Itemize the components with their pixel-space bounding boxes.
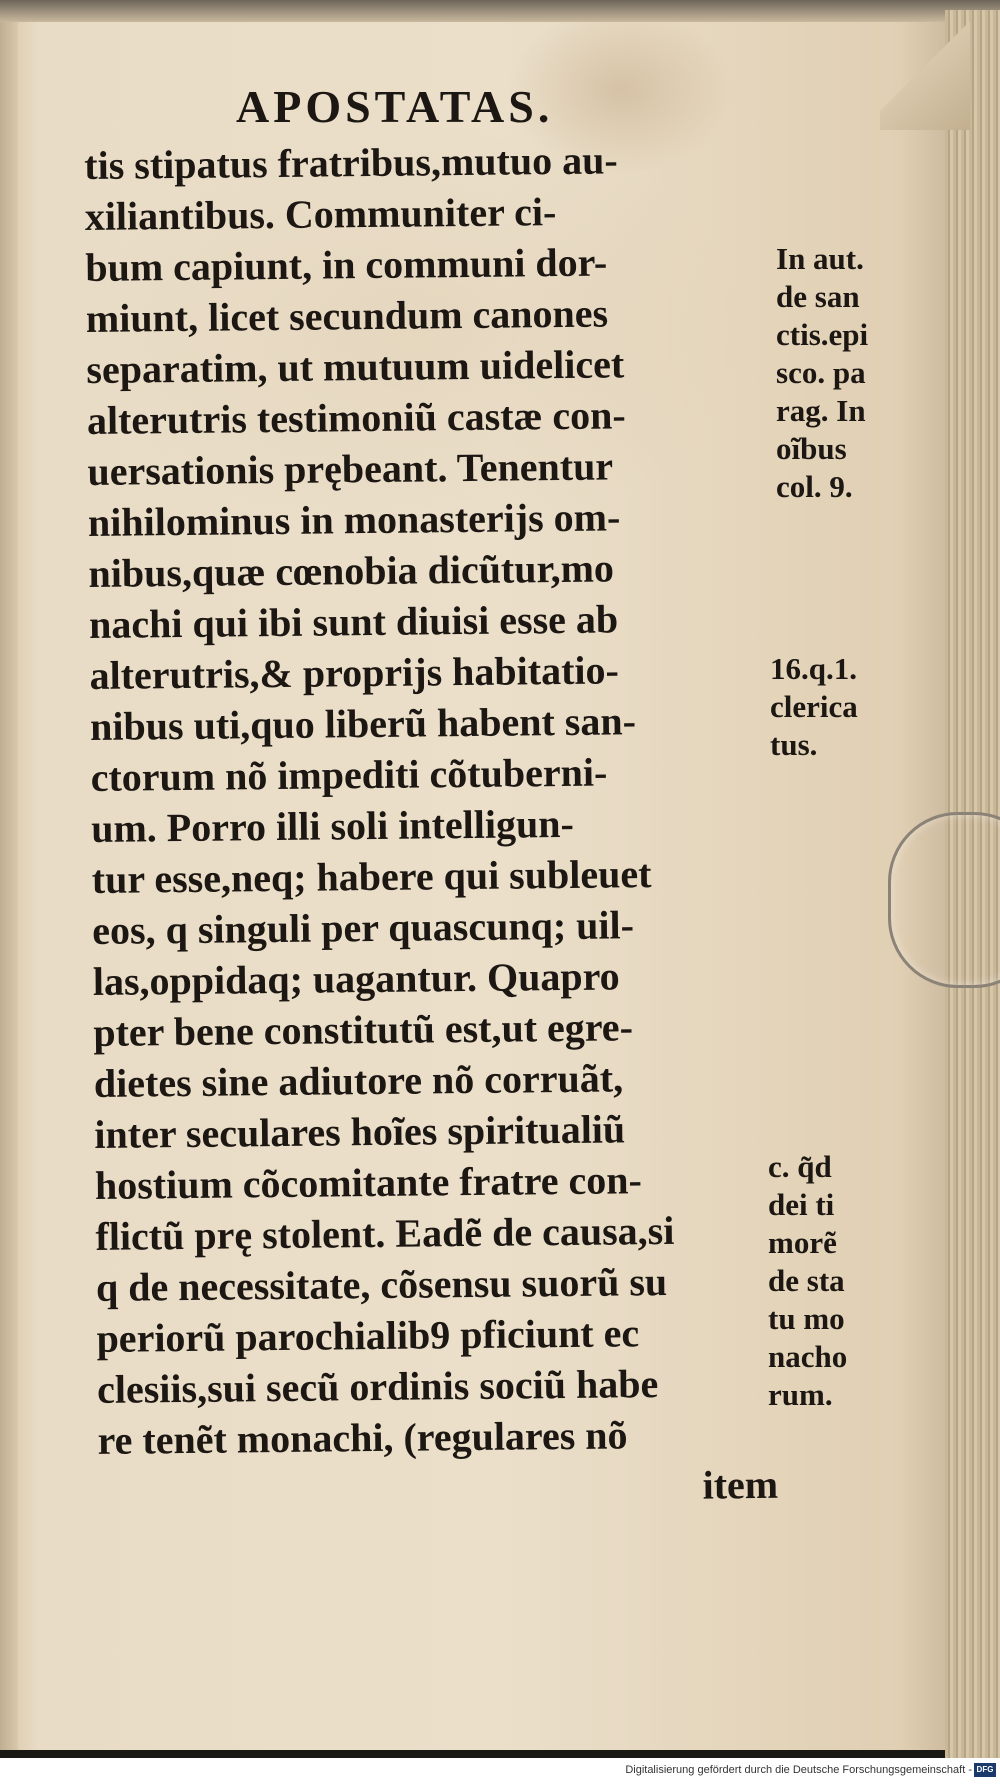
text-line: xiliantibus. Communiter ci- [84, 189, 557, 239]
text-line: pter bene constitutũ est,ut egre- [93, 1004, 634, 1055]
text-line: nibus,quæ cœnobia dicũtur,mo [88, 545, 615, 596]
marginal-note-line: dei ti [768, 1187, 835, 1222]
page-clip [888, 812, 1000, 988]
marginal-note-line: nacho [768, 1339, 848, 1374]
text-line: re tenẽt monachi, (regulares nõ [97, 1412, 628, 1463]
marginal-note-line: rum. [768, 1377, 833, 1412]
text-line: flictũ prę stolent. Eadẽ de causa,si [95, 1207, 675, 1259]
marginal-note-line: oĩbus [776, 431, 847, 466]
text-line: clesiis,sui secũ ordinis sociũ habe [96, 1361, 659, 1412]
text-line: nibus uti,quo liberũ habent san- [89, 698, 637, 749]
text-line: alterutris,& proprijs habitatio- [89, 647, 620, 698]
text-line: eos, q singuli per quascunq; uil- [92, 902, 635, 953]
text-line: hostium cõcomitante fratre con- [94, 1157, 643, 1208]
text-line: q de necessitate, cõsensu suorũ su [95, 1258, 668, 1310]
corner-fold [880, 20, 970, 130]
text-line: las,oppidaq; uagantur. Quapro [92, 953, 620, 1004]
text-line: uersationis prębeant. Tenentur [87, 443, 614, 494]
dfg-logo: DFG [974, 1763, 996, 1777]
marginal-note-line: tus. [770, 727, 818, 762]
marginal-note-3 [768, 1148, 847, 1414]
running-head: APOSTATAS. [236, 81, 554, 132]
body-text [84, 133, 788, 1517]
page-gutter [0, 0, 18, 1750]
text-line: um. Porro illi soli intelligun- [90, 800, 575, 851]
marginal-note-line: de sta [768, 1263, 845, 1298]
text-line: dietes sine adiutore nõ corruãt, [93, 1055, 624, 1106]
marginal-note-line: rag. In [776, 393, 866, 428]
page-top-edge [0, 0, 1000, 22]
marginal-note-line: col. 9. [776, 469, 853, 504]
text-line: nachi qui ibi sunt diuisi esse ab [88, 596, 619, 647]
marginal-note-line: morẽ [768, 1225, 837, 1260]
text-line: separatim, ut mutuum uidelicet [86, 341, 625, 392]
digitization-credit: Digitalisierung gefördert durch die Deutsche Forschungsgemeinschaft - [625, 1764, 972, 1776]
marginal-note-line: sco. pa [776, 355, 866, 390]
marginal-note-line: c. q̃d [768, 1149, 832, 1184]
marginal-note-line: tu mo [768, 1301, 845, 1336]
text-line: periorũ parochialib9 pficiunt ec [96, 1310, 640, 1361]
text-line: ctorum nõ impediti cõtuberni- [90, 749, 608, 800]
marginal-note-line: 16.q.1. [770, 651, 857, 686]
text-line: bum capiunt, in communi dor- [85, 239, 608, 290]
text-line: miunt, licet secundum canones [85, 290, 609, 341]
catchword: item [702, 1461, 779, 1508]
text-line: alterutris testimoniũ castæ con- [86, 392, 626, 443]
marginal-note-line: de san [776, 279, 860, 314]
marginal-note-line: In aut. [776, 241, 864, 276]
text-line: tis stipatus fratribus,mutuo au- [84, 137, 618, 188]
text-line: nihilominus in monasterijs om- [87, 494, 621, 545]
marginal-note-1 [776, 240, 868, 506]
marginal-note-line: ctis.epi [776, 317, 869, 352]
text-line: inter seculares hoĩes spiritualiũ [94, 1106, 626, 1157]
marginal-note-line: clerica [770, 689, 858, 724]
text-line: tur esse,neq; habere qui subleuet [91, 851, 652, 902]
marginal-note-2 [770, 650, 858, 764]
